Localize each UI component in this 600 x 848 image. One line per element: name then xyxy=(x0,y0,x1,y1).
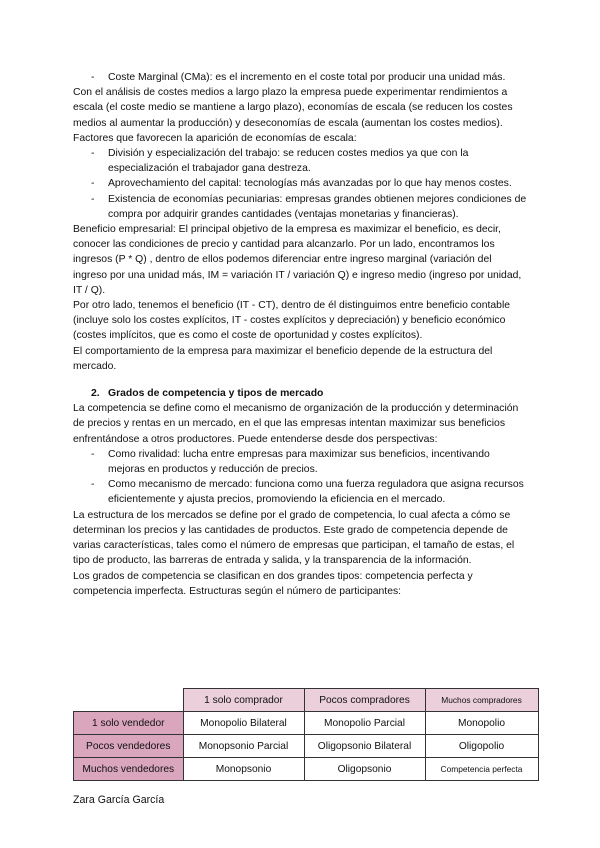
heading-number: 2. xyxy=(91,388,100,400)
table-cell: Oligopsonio Bilateral xyxy=(304,735,425,758)
author-name: Zara García García xyxy=(73,794,165,806)
table-cell: Monopolio xyxy=(425,712,538,735)
paragraph-costes-medios: Con el análisis de costes medios a largo plazo la empresa puede experimentar rendimientos a escala (el coste medio se mantiene a largo plazo), economías de escala (se reducen los costes medios al aumentar la producción) y deseconomías de escala (aumentan los costes medios). xyxy=(73,87,513,129)
table-row xyxy=(74,758,539,781)
paragraph-factores-intro: Factores que favorecen la aparición de economías de escala: xyxy=(73,132,357,144)
factor-pecuniarias: Existencia de economías pecuniarias: empresas grandes obtienen mejores condiciones de compra por adquirir grandes cantidades (ventajas monetarias y financieras). xyxy=(108,193,527,220)
factor-capital: Aprovechamiento del capital: tecnologías más avanzadas por lo que hay menos costes. xyxy=(108,178,512,190)
list-item xyxy=(73,192,528,222)
list-item xyxy=(73,146,528,176)
col-header: Muchos compradores xyxy=(425,689,538,712)
row-header: Pocos vendedores xyxy=(74,735,184,758)
dash-bullet-icon: - xyxy=(91,479,95,491)
table-cell: Monopsonio Parcial xyxy=(183,735,304,758)
table-cell: Monopsonio xyxy=(183,758,304,781)
paragraph-estructura: La estructura de los mercados se define por el grado de competencia, lo cual afecta a cómo se determinan los precios y las cantidades de productos. Este grado de competencia depende de varias características, tales como el número de empresas que participan, el tamaño de estas, el tipo de producto, las barreras de entrada y salida, y la transparencia de la información. xyxy=(73,509,515,567)
dash-bullet-icon: - xyxy=(91,72,95,83)
table-row xyxy=(74,712,539,735)
table-cell: Oligopsonio xyxy=(304,758,425,781)
heading-text: Grados de competencia y tipos de mercado xyxy=(108,388,324,400)
table-corner xyxy=(74,689,184,712)
table-cell: Oligopolio xyxy=(425,735,538,758)
factor-division: División y especialización del trabajo: se reducen costes medios ya que con la especialización el trabajador gana destreza. xyxy=(108,148,469,175)
bullet-cma: Coste Marginal (CMa): es el incremento en el coste total por producir una unidad más. xyxy=(108,72,506,83)
dash-bullet-icon: - xyxy=(91,178,95,190)
col-header: 1 solo comprador xyxy=(183,689,304,712)
paragraph-beneficio: Beneficio empresarial: El principal objetivo de la empresa es maximizar el beneficio, es decir, conocer las condiciones de precio y cantidad para alcanzarlo. Por un lado, encontramos los ingresos (P * Q) , dentro de ellos podemos diferenciar entre ingreso marginal (variación del ingreso por una unidad más, IM = variación IT / variación Q) e ingreso medio (ingreso por unidad, IT / Q). xyxy=(73,224,522,296)
list-item xyxy=(73,70,528,85)
row-header: 1 solo vendedor xyxy=(74,712,184,735)
paragraph-grados: Los grados de competencia se clasifican en dos grandes tipos: competencia perfecta y competencia imperfecta. Estructuras según el número de participantes: xyxy=(73,570,473,597)
perspectiva-mecanismo: Como mecanismo de mercado: funciona como una fuerza reguladora que asigna recursos eficientemente y ajusta precios, promoviendo la eficiencia en el mercado. xyxy=(108,479,524,506)
dash-bullet-icon: - xyxy=(91,193,95,205)
row-header: Muchos vendedores xyxy=(74,758,184,781)
perspectiva-rivalidad: Como rivalidad: lucha entre empresas para maximizar sus beneficios, incentivando mejoras en productos y reducción de precios. xyxy=(108,448,490,476)
paragraph-comportamiento: El comportamiento de la empresa para maximizar el beneficio depende de la estructura del mercado. xyxy=(73,345,493,372)
dash-bullet-icon: - xyxy=(91,448,95,460)
col-header: Pocos compradores xyxy=(304,689,425,712)
section-heading xyxy=(73,386,528,401)
paragraph-competencia: La competencia se define como el mecanismo de organización de la producción y determinación de precios y rentas en un mercado, en el que las empresas intentan maximizar sus beneficios enfrentándose a otros productores. Puede entenderse desde dos perspectivas: xyxy=(73,403,519,445)
paragraph-beneficio-contable: Por otro lado, tenemos el beneficio (IT - CT), dentro de él distinguimos entre beneficio contable (incluye solo los costes explícitos, IT - costes explícitos y depreciación) y beneficio económico (costes implícitos, que es como el coste de oportunidad y costes explícitos). xyxy=(73,300,511,342)
list-item xyxy=(73,477,528,507)
table-cell: Monopolio Bilateral xyxy=(183,712,304,735)
dash-bullet-icon: - xyxy=(91,148,95,160)
list-item xyxy=(73,447,528,477)
market-structure-table xyxy=(73,688,539,781)
list-item xyxy=(73,176,528,191)
table-row xyxy=(74,735,539,758)
table-header-row xyxy=(74,689,539,712)
table-cell: Competencia perfecta xyxy=(425,758,538,781)
document-body xyxy=(73,70,528,599)
table-cell: Monopolio Parcial xyxy=(304,712,425,735)
